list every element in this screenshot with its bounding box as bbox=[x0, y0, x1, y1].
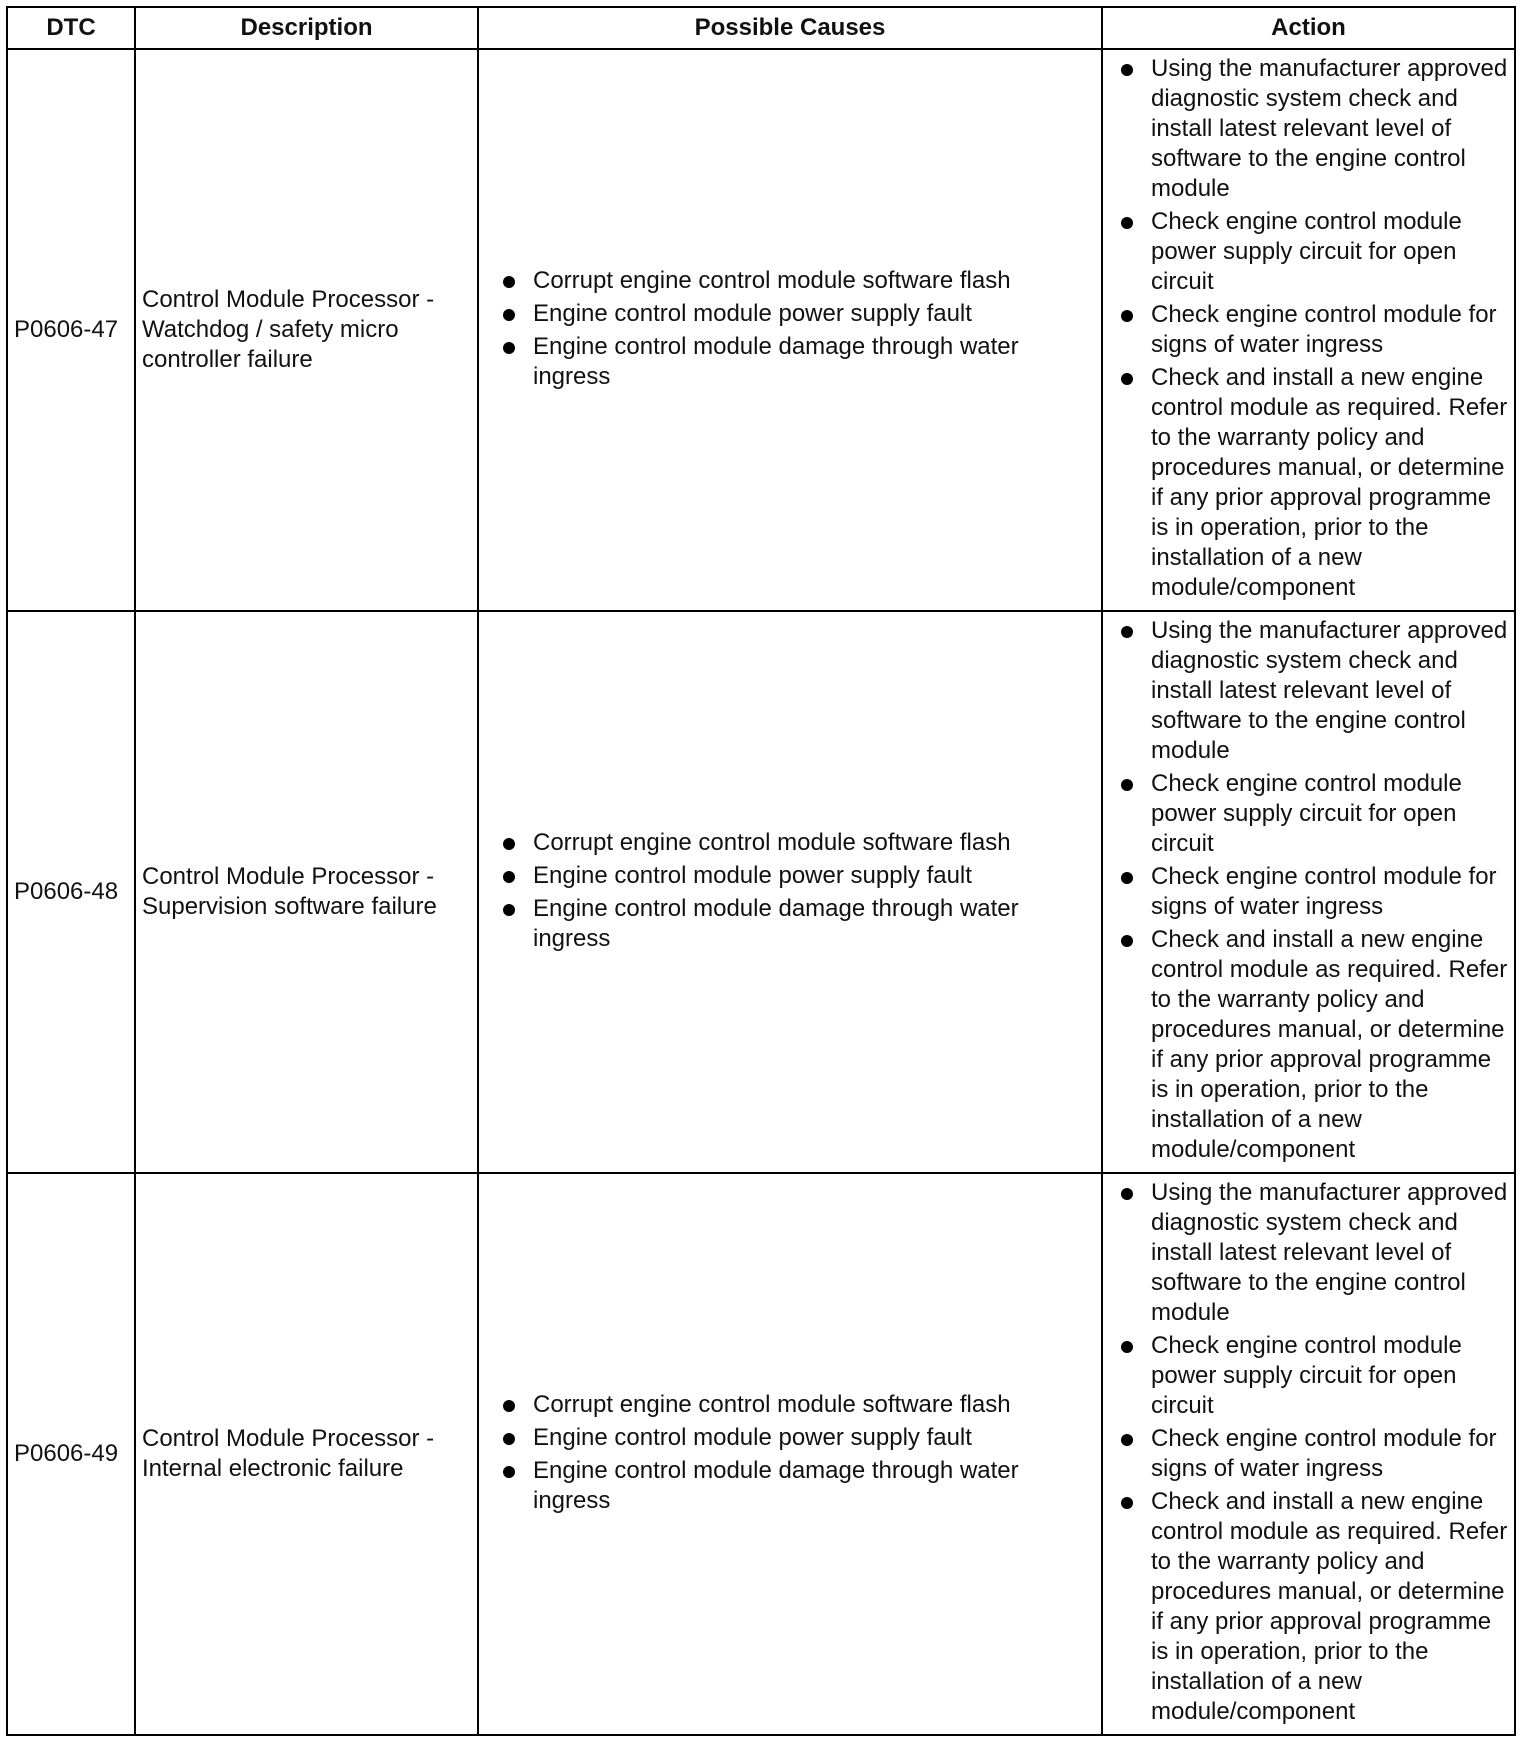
table-body bbox=[7, 49, 1515, 1735]
header-dtc: DTC bbox=[7, 7, 135, 49]
cause-item: Engine control module damage through water ingress bbox=[499, 332, 1091, 392]
cause-item: Corrupt engine control module software flash bbox=[499, 266, 1091, 296]
table-row bbox=[7, 1173, 1515, 1735]
dtc-description: Control Module Processor - Supervision software failure bbox=[135, 611, 478, 1173]
header-row bbox=[7, 7, 1515, 49]
dtc-table bbox=[6, 6, 1516, 1736]
action-item: Using the manufacturer approved diagnostic system check and install latest relevant level of software to the engine control module bbox=[1117, 616, 1510, 766]
causes-list bbox=[499, 828, 1091, 954]
dtc-description: Control Module Processor - Internal electronic failure bbox=[135, 1173, 478, 1735]
action-item: Using the manufacturer approved diagnostic system check and install latest relevant level of software to the engine control module bbox=[1117, 1178, 1510, 1328]
action-item: Check engine control module power supply circuit for open circuit bbox=[1117, 207, 1510, 297]
cause-item: Engine control module damage through water ingress bbox=[499, 894, 1091, 954]
action-item: Check engine control module for signs of water ingress bbox=[1117, 1424, 1510, 1484]
dtc-code: P0606-47 bbox=[7, 49, 135, 611]
cause-item: Engine control module power supply fault bbox=[499, 299, 1091, 329]
action-item: Check and install a new engine control module as required. Refer to the warranty policy and procedures manual, or determine if any prior approval programme is in operation, prior to the installation of a new module/component bbox=[1117, 363, 1510, 603]
cause-item: Engine control module power supply fault bbox=[499, 861, 1091, 891]
cause-item: Corrupt engine control module software flash bbox=[499, 1390, 1091, 1420]
table-row bbox=[7, 611, 1515, 1173]
possible-causes bbox=[478, 49, 1102, 611]
actions-list bbox=[1117, 616, 1510, 1165]
dtc-code: P0606-48 bbox=[7, 611, 135, 1173]
actions-list bbox=[1117, 54, 1510, 603]
action-item: Check engine control module power supply circuit for open circuit bbox=[1117, 1331, 1510, 1421]
table-row bbox=[7, 49, 1515, 611]
actions bbox=[1102, 611, 1515, 1173]
causes-list bbox=[499, 1390, 1091, 1516]
action-item: Check and install a new engine control module as required. Refer to the warranty policy and procedures manual, or determine if any prior approval programme is in operation, prior to the installation of a new module/component bbox=[1117, 1487, 1510, 1727]
actions bbox=[1102, 49, 1515, 611]
table-header bbox=[7, 7, 1515, 49]
causes-list bbox=[499, 266, 1091, 392]
action-item: Check engine control module for signs of water ingress bbox=[1117, 300, 1510, 360]
cause-item: Engine control module power supply fault bbox=[499, 1423, 1091, 1453]
action-item: Check and install a new engine control module as required. Refer to the warranty policy and procedures manual, or determine if any prior approval programme is in operation, prior to the installation of a new module/component bbox=[1117, 925, 1510, 1165]
action-item: Using the manufacturer approved diagnostic system check and install latest relevant level of software to the engine control module bbox=[1117, 54, 1510, 204]
header-action: Action bbox=[1102, 7, 1515, 49]
actions bbox=[1102, 1173, 1515, 1735]
possible-causes bbox=[478, 1173, 1102, 1735]
header-description: Description bbox=[135, 7, 478, 49]
action-item: Check engine control module power supply circuit for open circuit bbox=[1117, 769, 1510, 859]
cause-item: Engine control module damage through water ingress bbox=[499, 1456, 1091, 1516]
header-possible-causes: Possible Causes bbox=[478, 7, 1102, 49]
dtc-description: Control Module Processor - Watchdog / safety micro controller failure bbox=[135, 49, 478, 611]
possible-causes bbox=[478, 611, 1102, 1173]
dtc-code: P0606-49 bbox=[7, 1173, 135, 1735]
cause-item: Corrupt engine control module software flash bbox=[499, 828, 1091, 858]
actions-list bbox=[1117, 1178, 1510, 1727]
action-item: Check engine control module for signs of water ingress bbox=[1117, 862, 1510, 922]
